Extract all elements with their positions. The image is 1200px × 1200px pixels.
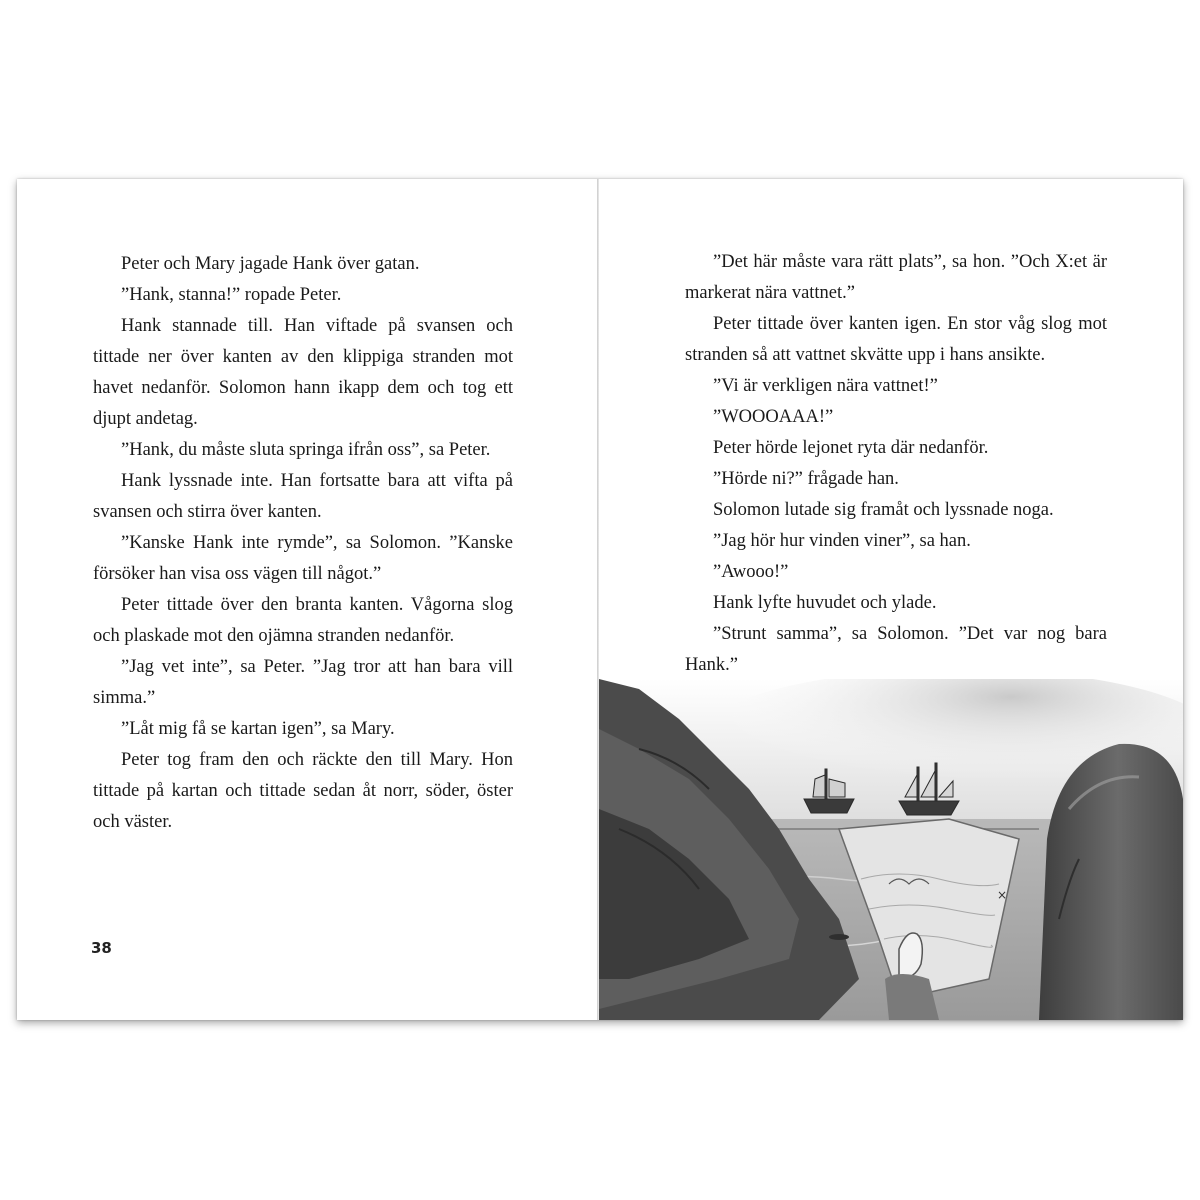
paragraph: ”WOOOAAA!”: [713, 407, 834, 427]
right-page: [599, 179, 1183, 1020]
right-page-text: [685, 247, 1107, 681]
book-spread: [17, 179, 1183, 1020]
paragraph: ”Hörde ni?” frågade han.: [713, 469, 899, 489]
left-page: [17, 179, 597, 1020]
left-page-text: [93, 249, 513, 838]
paragraph: ”Det här måste vara rätt plats”, sa hon. ”Och X:et är markerat nära vattnet.”: [685, 252, 1107, 303]
paragraph: ”Strunt samma”, sa Solomon. ”Det var nog bara Hank.”: [685, 624, 1107, 675]
paragraph: Solomon lutade sig framåt och lyssnade noga.: [713, 500, 1054, 520]
paragraph: ”Jag hör hur vinden viner”, sa han.: [713, 531, 971, 551]
paragraph: ”Kanske Hank inte rymde”, sa Solomon. ”Kanske försöker han visa oss vägen till något.”: [93, 533, 513, 584]
cliffs-sea-ships-map-icon: [599, 679, 1183, 1020]
paragraph: ”Hank, du måste sluta springa ifrån oss”, sa Peter.: [121, 440, 491, 460]
paragraph: ”Jag vet inte”, sa Peter. ”Jag tror att han bara vill simma.”: [93, 657, 513, 708]
page-number: 38: [91, 939, 112, 957]
paragraph: Peter tittade över kanten igen. En stor våg slog mot stranden så att vattnet skvätte upp i hans ansikte.: [685, 314, 1107, 365]
paragraph: Hank lyssnade inte. Han fortsatte bara att vifta på svansen och stirra över kanten.: [93, 471, 513, 522]
paragraph: ”Awooo!”: [713, 562, 789, 582]
svg-text:×: ×: [997, 888, 1008, 902]
paragraph: Hank stannade till. Han viftade på svansen och tittade ner över kanten av den klippiga stranden mot havet nedanför. Solomon hann ikapp dem och tog ett djupt andetag.: [93, 316, 513, 429]
paragraph: Peter tog fram den och räckte den till Mary. Hon tittade på kartan och tittade sedan åt norr, söder, öster och väster.: [93, 750, 513, 832]
paragraph: Hank lyfte huvudet och ylade.: [713, 593, 937, 613]
paragraph: Peter hörde lejonet ryta där nedanför.: [713, 438, 989, 458]
paragraph: Peter tittade över den branta kanten. Vågorna slog och plaskade mot den ojämna stranden nedanför.: [93, 595, 513, 646]
paragraph: ”Låt mig få se kartan igen”, sa Mary.: [121, 719, 395, 739]
paragraph: ”Hank, stanna!” ropade Peter.: [121, 285, 342, 305]
paragraph: ”Vi är verkligen nära vattnet!”: [713, 376, 938, 396]
paragraph: Peter och Mary jagade Hank över gatan.: [121, 254, 420, 274]
